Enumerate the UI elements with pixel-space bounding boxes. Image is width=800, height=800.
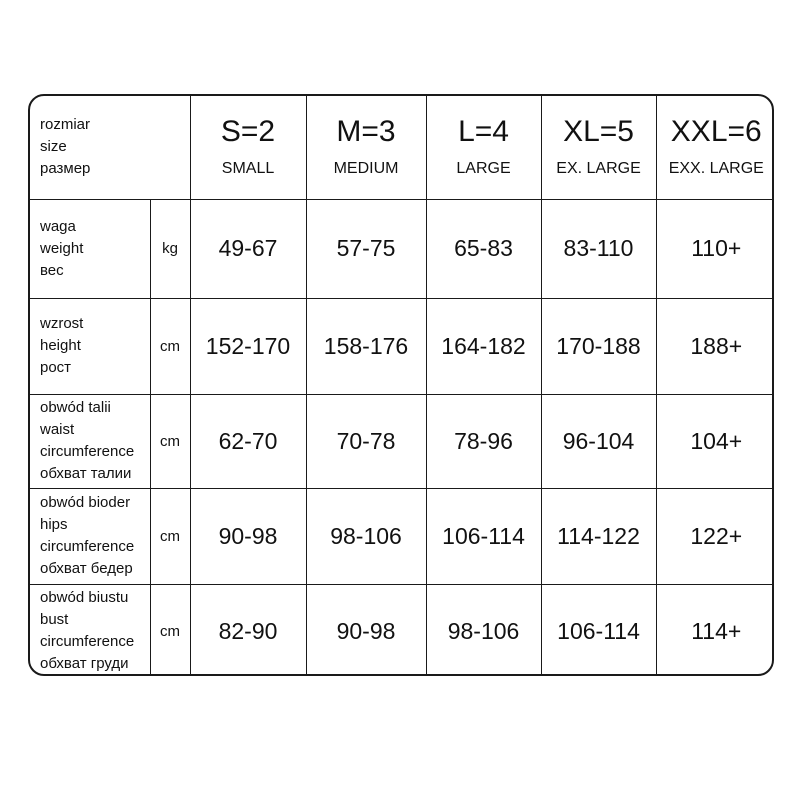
waist-row (30, 394, 774, 488)
size-header-s (190, 96, 306, 199)
size-code: S=2 (220, 115, 276, 149)
value-cell: 158-176 (306, 298, 426, 394)
label-line: obwód biustu (40, 589, 129, 607)
label-line: circumference (40, 538, 135, 555)
label-line: weight (40, 239, 84, 257)
row-label (30, 488, 150, 584)
value-cell: 152-170 (190, 298, 306, 394)
value-cell: 49-67 (190, 199, 306, 298)
value-cell: 90-98 (190, 488, 306, 584)
size-code: L=4 (458, 115, 509, 149)
value-cell: 70-78 (306, 394, 426, 488)
row-label (30, 298, 150, 394)
bust-row (30, 584, 774, 676)
size-code: XXL=6 (670, 115, 762, 149)
value-cell: 104+ (656, 394, 774, 488)
row-unit: cm (150, 394, 190, 488)
size-label-ru: размер (40, 160, 91, 178)
size-label-cell (30, 96, 190, 199)
value-cell: 114-122 (541, 488, 656, 584)
value-cell: 122+ (656, 488, 774, 584)
value-cell: 114+ (656, 584, 774, 676)
size-label-pl: rozmiar (40, 116, 91, 134)
header-row (30, 96, 774, 199)
label-line: обхват талии (40, 465, 132, 482)
row-label (30, 199, 150, 298)
value-cell: 98-106 (426, 584, 541, 676)
row-unit: cm (150, 488, 190, 584)
height-row (30, 298, 774, 394)
label-line: circumference (40, 633, 135, 651)
value-cell: 170-188 (541, 298, 656, 394)
row-label (30, 584, 150, 676)
size-header-xl (541, 96, 656, 199)
row-unit: cm (150, 584, 190, 676)
size-name: EXX. LARGE (668, 160, 764, 178)
value-cell: 90-98 (306, 584, 426, 676)
value-cell: 62-70 (190, 394, 306, 488)
label-line: wzrost (40, 315, 84, 332)
size-header-m (306, 96, 426, 199)
hips-row (30, 488, 774, 584)
label-line: рост (40, 359, 72, 376)
value-cell: 83-110 (541, 199, 656, 298)
value-cell: 106-114 (426, 488, 541, 584)
size-code: XL=5 (563, 115, 634, 149)
label-line: waist (40, 421, 75, 438)
label-line: обхват бедер (40, 560, 133, 577)
value-cell: 98-106 (306, 488, 426, 584)
value-cell: 96-104 (541, 394, 656, 488)
value-cell: 164-182 (426, 298, 541, 394)
size-chart-frame (28, 94, 774, 676)
value-cell: 78-96 (426, 394, 541, 488)
label-line: waga (40, 217, 76, 235)
value-cell: 65-83 (426, 199, 541, 298)
weight-row (30, 199, 774, 298)
row-unit: kg (150, 199, 190, 298)
size-name: EX. LARGE (556, 160, 641, 178)
size-name: SMALL (221, 160, 275, 178)
size-chart-table (30, 96, 774, 676)
label-line: obwód talii (40, 399, 111, 416)
value-cell: 188+ (656, 298, 774, 394)
label-line: height (40, 337, 81, 354)
row-label (30, 394, 150, 488)
value-cell: 57-75 (306, 199, 426, 298)
value-cell: 82-90 (190, 584, 306, 676)
row-unit: cm (150, 298, 190, 394)
size-label-en: size (40, 138, 67, 156)
size-header-xxl (656, 96, 774, 199)
value-cell: 106-114 (541, 584, 656, 676)
label-line: вес (40, 261, 64, 279)
size-name: LARGE (456, 160, 511, 178)
label-line: hips (40, 516, 68, 533)
value-cell: 110+ (656, 199, 774, 298)
size-header-l (426, 96, 541, 199)
label-line: obwód bioder (40, 494, 131, 511)
label-line: bust (40, 611, 69, 629)
label-line: circumference (40, 443, 135, 460)
label-line: обхват груди (40, 655, 129, 673)
size-name: MEDIUM (333, 160, 399, 178)
size-code: M=3 (336, 115, 396, 149)
